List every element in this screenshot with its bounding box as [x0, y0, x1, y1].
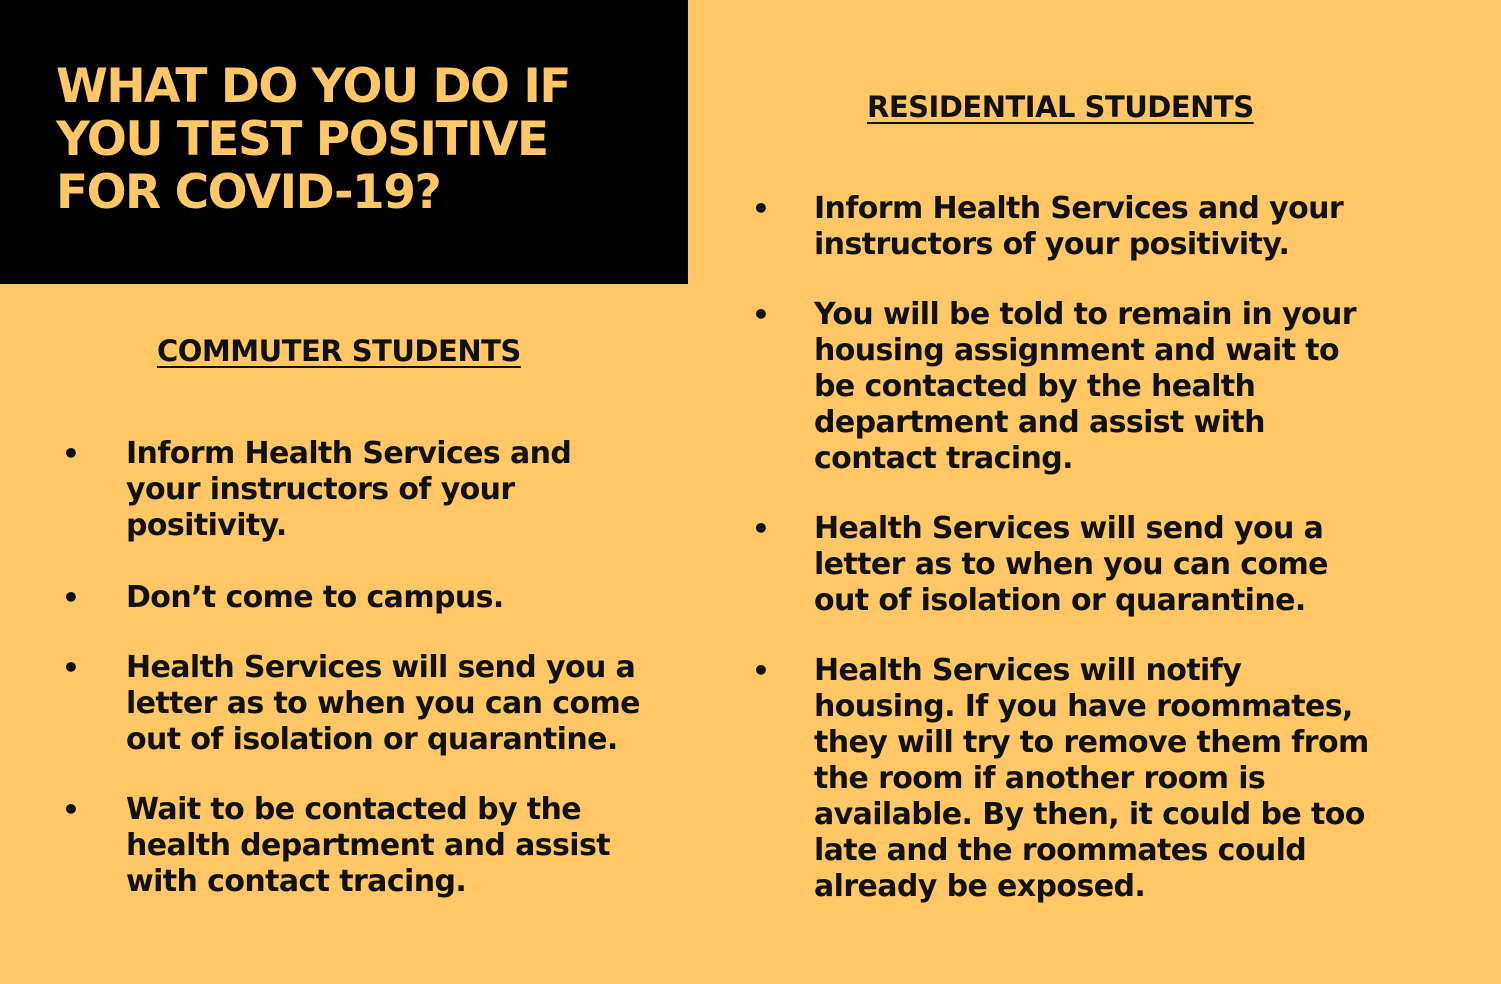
list-item: [60, 792, 700, 900]
list-item-text: Inform Health Services and your instructors of your positivity.: [814, 191, 1344, 262]
commuter-students-list: [60, 436, 700, 900]
list-item-text: Health Services will send you a letter as to when you can come out of isolation or quarantine.: [814, 511, 1328, 618]
list-item: [60, 650, 700, 792]
list-item: [750, 191, 1450, 297]
list-item: [60, 580, 700, 650]
list-item-text: Inform Health Services and your instructors of your positivity.: [126, 436, 572, 543]
list-item: [750, 297, 1450, 511]
bullet-icon: •: [62, 581, 80, 614]
bullet-icon: •: [752, 192, 770, 225]
commuter-students-heading: COMMUTER STUDENTS: [157, 334, 521, 368]
list-item: [750, 653, 1450, 905]
list-item-text: Don’t come to campus.: [126, 580, 504, 615]
bullet-icon: •: [62, 793, 80, 826]
residential-students-list: [750, 191, 1450, 905]
list-item: [60, 436, 700, 580]
bullet-icon: •: [752, 512, 770, 545]
list-item-text: Wait to be contacted by the health department and assist with contact tracing.: [126, 792, 610, 899]
title-box: [0, 0, 688, 284]
bullet-icon: •: [752, 654, 770, 687]
bullet-icon: •: [62, 437, 80, 470]
bullet-icon: •: [752, 298, 770, 331]
list-item-text: Health Services will notify housing. If you have roommates, they will try to remove them from the room if another room is available. By then, it could be too late and the roommates could already be exposed.: [814, 653, 1369, 904]
page-title: WHAT DO YOU DO IF YOU TEST POSITIVE FOR COVID-19?: [56, 59, 570, 220]
bullet-icon: •: [62, 651, 80, 684]
residential-students-heading: RESIDENTIAL STUDENTS: [867, 90, 1254, 124]
list-item-text: You will be told to remain in your housing assignment and wait to be contacted by the health department and assist with contact tracing.: [814, 297, 1356, 476]
list-item-text: Health Services will send you a letter as to when you can come out of isolation or quarantine.: [126, 650, 640, 757]
list-item: [750, 511, 1450, 653]
